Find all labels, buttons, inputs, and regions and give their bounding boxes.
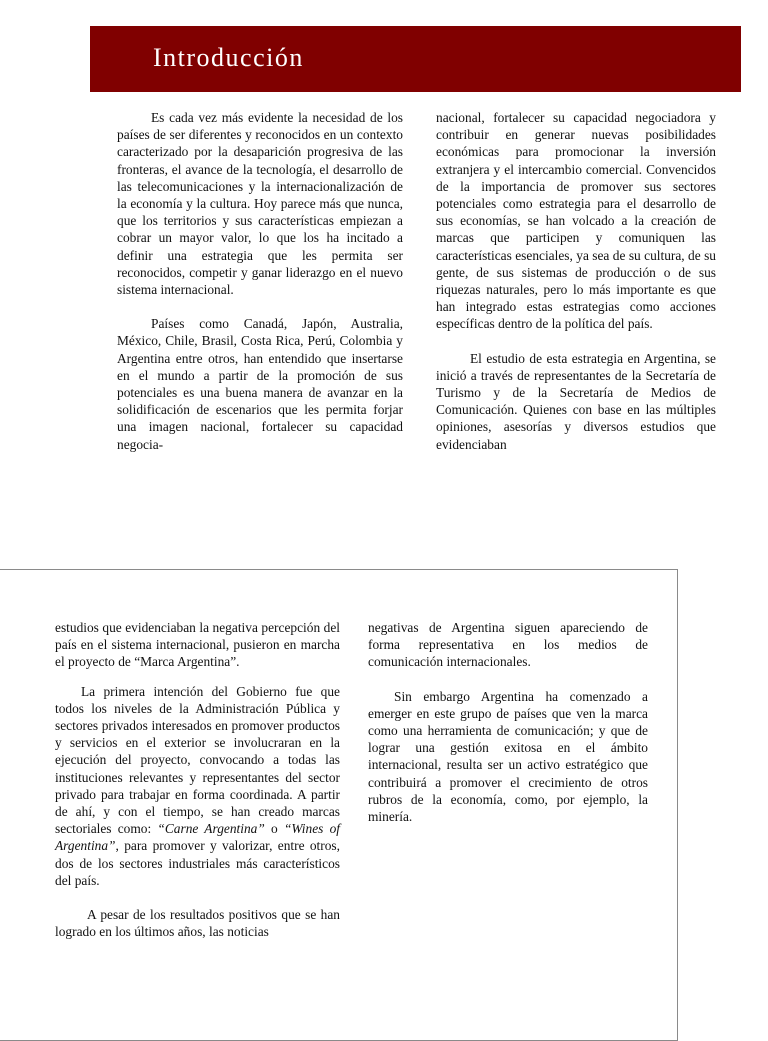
second-page <box>0 569 678 1041</box>
paragraph: estudios que evidenciaban la negativa percepción del país en el sistema internacional, pusieron en marcha el proyecto de “Marca Argentina”. <box>55 620 340 670</box>
page2-column-left <box>55 619 340 940</box>
paragraph: nacional, fortalecer su capacidad negociadora y contribuir en generar nuevas posibilidades económicas para promocionar la inversión extranjera y el intercambio comercial. Convencidos de la importancia de promover sus sectores potenciales como estrategia para el desarrollo de sus economías, se han volcado a la creación de marcas que participen y comuniquen las características esenciales, ya sea de su cultura, de su gente, de sus sistemas de producción o de sus riquezas naturales, pero lo más importante es que han integrado estas estrategias como acciones específicas dentro de la política del país. <box>436 110 716 332</box>
paragraph: Es cada vez más evidente la necesidad de los países de ser diferentes y reconocidos en un contexto caracterizado por la desaparición progresiva de las fronteras, el avance de la tecnología, el desarrollo de las telecomunicaciones y la internacionalización de la economía y la cultura. Hoy parece más que nunca, que los territorios y sus características empiezan a cobrar un mayor valor, lo que los ha incitado a definir una estrategia que les permita ser reconocidos, competir y ganar liderazgo en el nuevo sistema internacional. <box>117 110 403 298</box>
paragraph: A pesar de los resultados positivos que se han logrado en los últimos años, las noticias <box>55 907 340 940</box>
paragraph: El estudio de esta estrategia en Argentina, se inició a través de representantes de la Secretaría de Turismo y de la Secretaría de Medios de Comunicación. Quienes con base en las múltiples opiniones, asesorías y diversos estudios que evidenciaban <box>436 350 716 452</box>
brand-wines-of-argentina: “Wines of Argentina” <box>55 821 340 854</box>
title-banner <box>90 26 741 92</box>
paragraph: Países como Canadá, Japón, Australia, México, Chile, Brasil, Costa Rica, Perú, Colombia y Argentina entre otros, han entendido que insertarse en el mundo a partir de la promoción de sus potenciales es una buena manera de avanzar en la solidificación de escenarios que les permita forjar una imagen nacional, fortalecer su capacidad negocia- <box>117 316 403 452</box>
brand-carne-argentina: “Carne Argentina” <box>157 821 265 837</box>
paragraph: negativas de Argentina siguen apareciendo de forma representativa en los medios de comunicación internacionales. <box>368 620 648 670</box>
page-title: Introducción <box>153 43 304 72</box>
page1-column-right <box>436 109 716 453</box>
page2-column-right <box>368 619 648 825</box>
paragraph: La primera intención del Gobierno fue que todos los niveles de la Administración Pública y sectores privados interesados en promover productos y servicios en el exterior se involucraran en la ejecución del proyecto, convocando a todas las instituciones relevantes y representantes del sector privado para trabajar en forma coordinada. A partir de ahí, y con el tiempo, se han creado marcas sectoriales como: “Carne Argentina” o “Wines of Argentina”, para promover y valorizar, entre otros, dos de los sectores industriales más característicos del país. <box>55 683 340 888</box>
page1-column-left <box>117 109 403 453</box>
paragraph: Sin embargo Argentina ha comenzado a emerger en este grupo de países que ven la marca como una herramienta de comunicación; y que de lograr una gestión exitosa en el ámbito internacional, resulta ser un activo estratégico que contribuirá a promover el crecimiento de otros rubros de la economía, como, por ejemplo, la minería. <box>368 688 648 825</box>
